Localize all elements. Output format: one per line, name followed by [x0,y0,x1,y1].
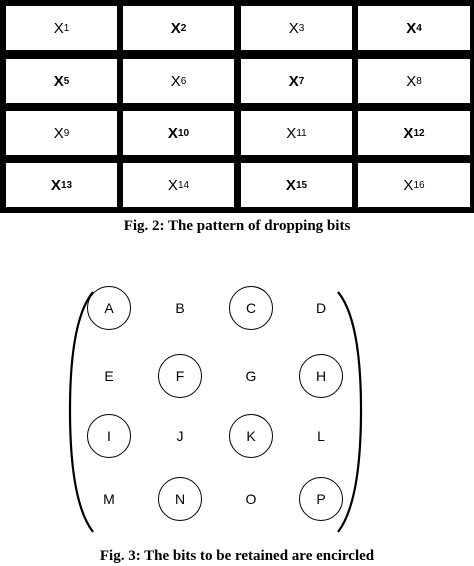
dropping-bits-grid [0,0,474,213]
bit-letter: E [104,368,114,384]
bit-cell [4,57,119,105]
fig3-caption: Fig. 3: The bits to be retained are encircled [99,548,375,564]
bit-index: 14 [177,179,190,191]
bit-index: 12 [413,127,425,139]
retained-bit-circle: A [87,286,131,330]
bit-index: 9 [63,127,70,139]
bit-symbol: X [403,176,414,194]
bit-symbol: X [403,124,414,142]
bit-index: 4 [416,22,422,34]
bit-index: 3 [298,22,305,34]
bit-index: 1 [63,22,70,34]
bit-cell [356,109,472,157]
bit-symbol: X [285,176,296,194]
bit-symbol: X [167,124,178,142]
bit-index: 6 [180,75,187,87]
bit-cell [239,4,354,52]
bit-symbol: X [288,72,299,90]
retained-bit-circle: P [299,477,343,521]
bit-cell [4,4,119,52]
bit-cell [121,161,236,209]
bit-cell [239,57,354,105]
bit-cell [239,109,354,157]
bit-symbol: X [170,72,181,90]
bit-cell [121,4,236,52]
retained-bit-circle: K [229,414,273,458]
retained-bit-circle: I [87,414,131,458]
bit-symbol: X [406,72,417,90]
bit-letter: L [317,428,325,444]
bit-symbol: X [170,19,181,37]
bit-index: 16 [413,179,425,191]
bit-cell [4,161,119,209]
retained-bit-circle: N [158,477,202,521]
bit-letter: G [245,368,257,384]
bit-index: 11 [296,127,307,139]
bit-cell [239,161,354,209]
bit-letter: M [103,491,115,507]
bit-symbol: X [53,19,64,37]
fig2-caption: Fig. 2: The pattern of dropping bits [123,218,351,234]
bit-index: 10 [177,127,190,139]
retained-bit-circle: H [299,354,343,398]
bit-symbol: X [50,176,61,194]
bit-index: 5 [63,75,70,87]
bit-letter: O [245,491,257,507]
bit-letter: B [175,300,185,316]
bit-cell [356,57,472,105]
bit-letter: J [176,428,184,444]
bit-index: 2 [180,22,187,34]
bit-symbol: X [53,124,64,142]
bit-cell [121,57,236,105]
retained-bits-matrix [0,270,474,545]
bit-symbol: X [167,176,178,194]
bit-index: 8 [416,75,422,87]
bit-cell [121,109,236,157]
retained-bit-circle: C [229,286,273,330]
bit-symbol: X [406,19,417,37]
bit-symbol: X [288,19,299,37]
bit-index: 7 [298,75,305,87]
bit-symbol: X [286,124,297,142]
bit-cell [356,161,472,209]
retained-bit-circle: F [158,354,202,398]
bit-symbol: X [53,72,64,90]
bit-index: 15 [295,179,308,191]
bit-cell [356,4,472,52]
bit-cell [4,109,119,157]
bit-letter: D [315,300,327,316]
bit-index: 13 [60,179,73,191]
